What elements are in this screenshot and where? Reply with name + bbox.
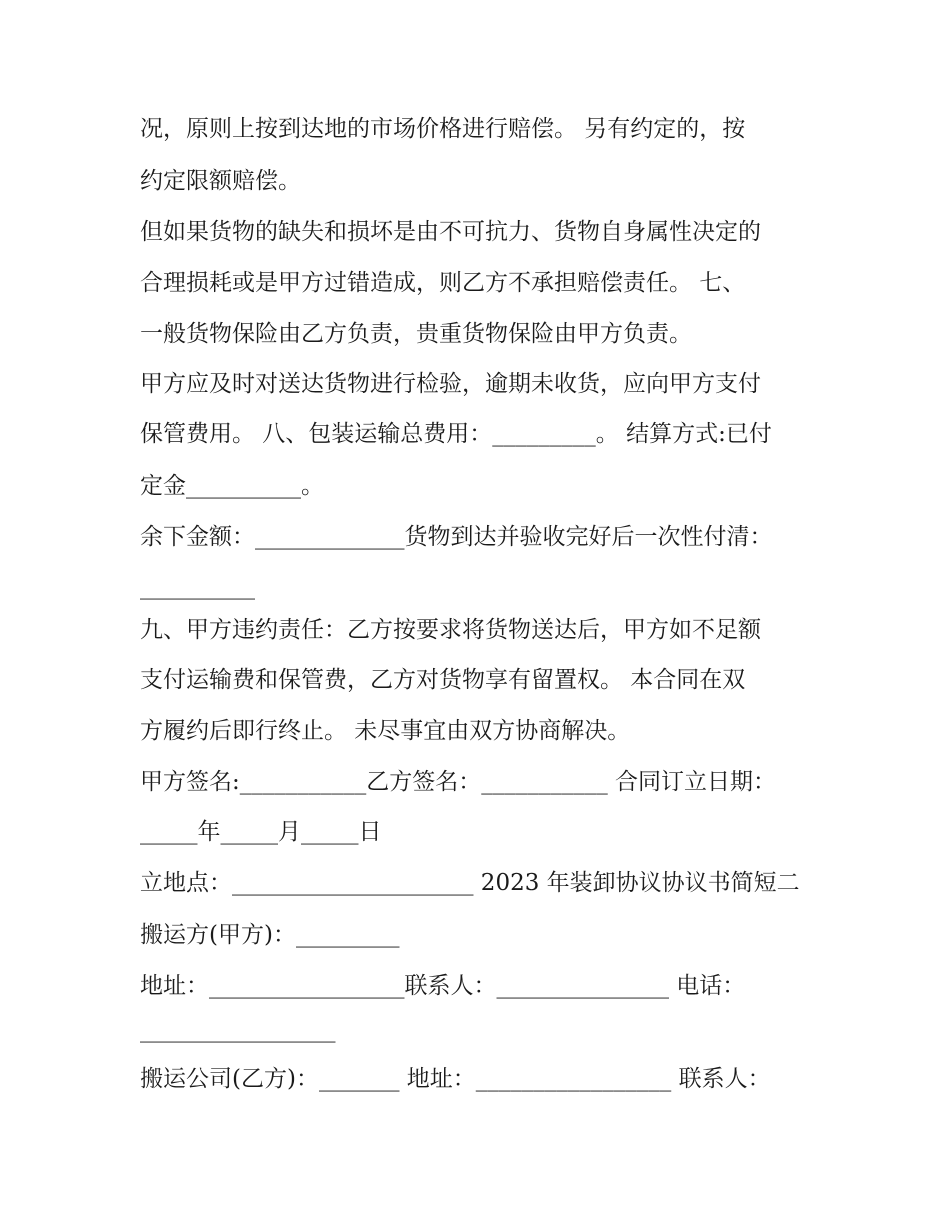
text-line: 立地点：_____________________ 2023 年装卸协议协议书简短二 [140, 870, 800, 896]
text-line: 甲方签名:___________乙方签名：___________ 合同订立日期： [140, 769, 777, 795]
text-line: 定金__________。 [140, 473, 324, 499]
text-line: 支付运输费和保管费，乙方对货物享有留置权。 本合同在双 [140, 667, 746, 693]
text-line: 约定限额赔偿。 [140, 168, 301, 194]
text-line: 地址：_________________联系人：_______________ 电话： [140, 973, 746, 999]
text-line: _____年_____月_____日 [140, 819, 382, 845]
text-line: 合理损耗或是甲方过错造成，则乙方不承担赔偿责任。 七、 [140, 270, 746, 296]
text-line: 方履约后即行终止。 未尽事宜由双方协商解决。 [140, 718, 631, 744]
text-line: 九、甲方违约责任：乙方按要求将货物送达后，甲方如不足额 [140, 617, 761, 643]
text-line: 余下金额：_____________货物到达并验收完好后一次性付清： [140, 524, 773, 550]
text-line: 搬运公司(乙方)：_______ 地址：_________________ 联系人： [140, 1066, 771, 1092]
text-line: 况，原则上按到达地的市场价格进行赔偿。 另有约定的，按 [140, 116, 746, 142]
text-line: 搬运方(甲方)：_________ [140, 922, 400, 948]
text-line: __________ [140, 574, 255, 600]
text-line: 一般货物保险由乙方负责，贵重货物保险由甲方负责。 [140, 321, 692, 347]
text-line: 甲方应及时对送达货物进行检验，逾期未收货，应向甲方支付 [140, 371, 761, 397]
text-line: 保管费用。 八、包装运输总费用：_________。 结算方式:已付 [140, 421, 772, 447]
text-line: 但如果货物的缺失和损坏是由不可抗力、货物自身属性决定的 [140, 219, 761, 245]
text-line: _________________ [140, 1017, 336, 1043]
